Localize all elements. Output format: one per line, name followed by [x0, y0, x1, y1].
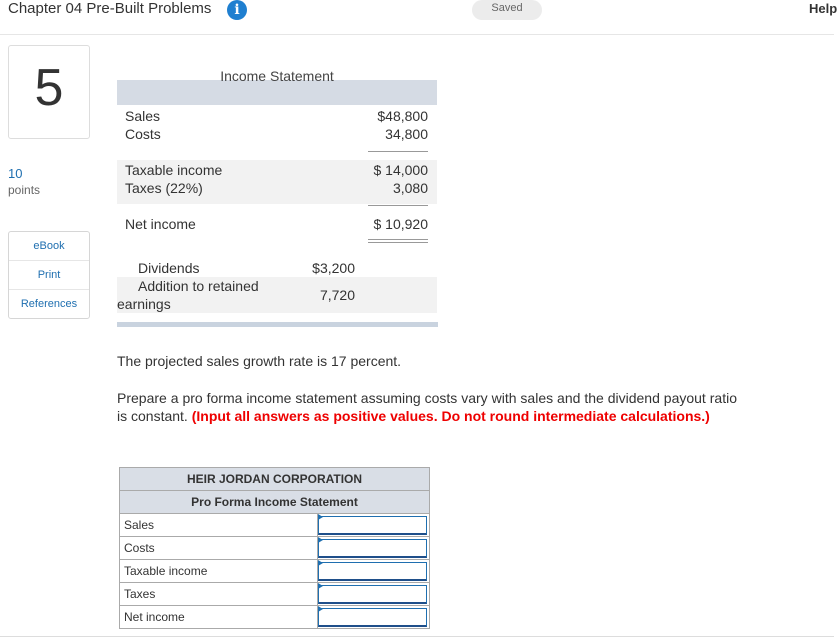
input-marker-icon [318, 583, 323, 589]
pf-net-income-label: Net income [120, 606, 318, 629]
input-marker-icon [318, 560, 323, 566]
pf-costs-label: Costs [120, 537, 318, 560]
growth-rate-text: The projected sales growth rate is 17 percent. [117, 353, 402, 369]
taxable-income-label: Taxable income [125, 162, 223, 178]
table-row [120, 606, 430, 629]
pf-taxable-income-label: Taxable income [120, 560, 318, 583]
page-bottom-border [0, 636, 834, 637]
references-link[interactable]: References [20, 298, 78, 310]
pf-sales-label: Sales [120, 514, 318, 537]
sum-rule [368, 205, 428, 206]
addition-retained-label: Addition to retained [138, 278, 259, 294]
ebook-link[interactable]: eBook [9, 232, 89, 261]
pf-taxable-income-input[interactable] [318, 562, 427, 581]
resource-links [8, 231, 90, 319]
print-link[interactable]: Print [9, 261, 89, 290]
input-marker-icon [318, 537, 323, 543]
addition-retained-label-cont: earnings [117, 296, 171, 312]
income-statement-header [117, 68, 437, 105]
sum-rule [368, 151, 428, 152]
company-name: HEIR JORDAN CORPORATION [120, 468, 430, 491]
costs-value: 34,800 [385, 126, 428, 142]
table-row [120, 514, 430, 537]
taxes-value: 3,080 [392, 180, 428, 196]
taxable-income-value: $ 14,000 [373, 162, 428, 178]
help-link[interactable]: Help [809, 1, 837, 16]
top-bar [0, 0, 837, 35]
taxes-label: Taxes (22%) [125, 180, 203, 196]
table-row [120, 560, 430, 583]
pf-costs-input[interactable] [318, 539, 427, 558]
input-marker-icon [318, 606, 323, 612]
sales-label: Sales [125, 108, 161, 124]
sales-value: $48,800 [377, 108, 428, 124]
double-rule-top [368, 239, 428, 240]
input-marker-icon [318, 514, 323, 520]
pf-taxes-input[interactable] [318, 585, 427, 604]
addition-retained-value: 7,720 [319, 287, 355, 303]
net-income-value: $ 10,920 [373, 216, 428, 232]
instructions-text [117, 389, 737, 425]
double-rule-bottom [368, 242, 428, 243]
saved-status-badge: Saved [472, 0, 542, 20]
pf-net-income-input[interactable] [318, 608, 427, 627]
dividends-value: $3,200 [312, 260, 355, 276]
pf-sales-input[interactable] [318, 516, 427, 535]
table-row [120, 537, 430, 560]
chapter-title: Chapter 04 Pre-Built Problems [8, 0, 212, 17]
instructions-main: Prepare a pro forma income statement assuming costs vary with sales and the dividend payout ratio is constant. [117, 390, 737, 424]
question-number-box [8, 45, 90, 139]
table-row [120, 583, 430, 606]
net-income-label: Net income [125, 216, 196, 232]
pro-forma-title: Pro Forma Income Statement [120, 491, 430, 514]
info-icon[interactable]: i [227, 0, 247, 20]
instructions-emphasis: (Input all answers as positive values. Do not round intermediate calculations.) [191, 408, 710, 424]
table-bottom-bar [117, 322, 438, 327]
pro-forma-table [119, 467, 430, 629]
pf-taxes-label: Taxes [120, 583, 318, 606]
costs-label: Costs [125, 126, 161, 142]
question-number: 5 [34, 59, 64, 117]
points-label: points [8, 183, 41, 197]
income-statement-title: Income Statement [220, 68, 334, 84]
dividends-label: Dividends [138, 260, 200, 276]
points-value: 10 [8, 166, 23, 181]
